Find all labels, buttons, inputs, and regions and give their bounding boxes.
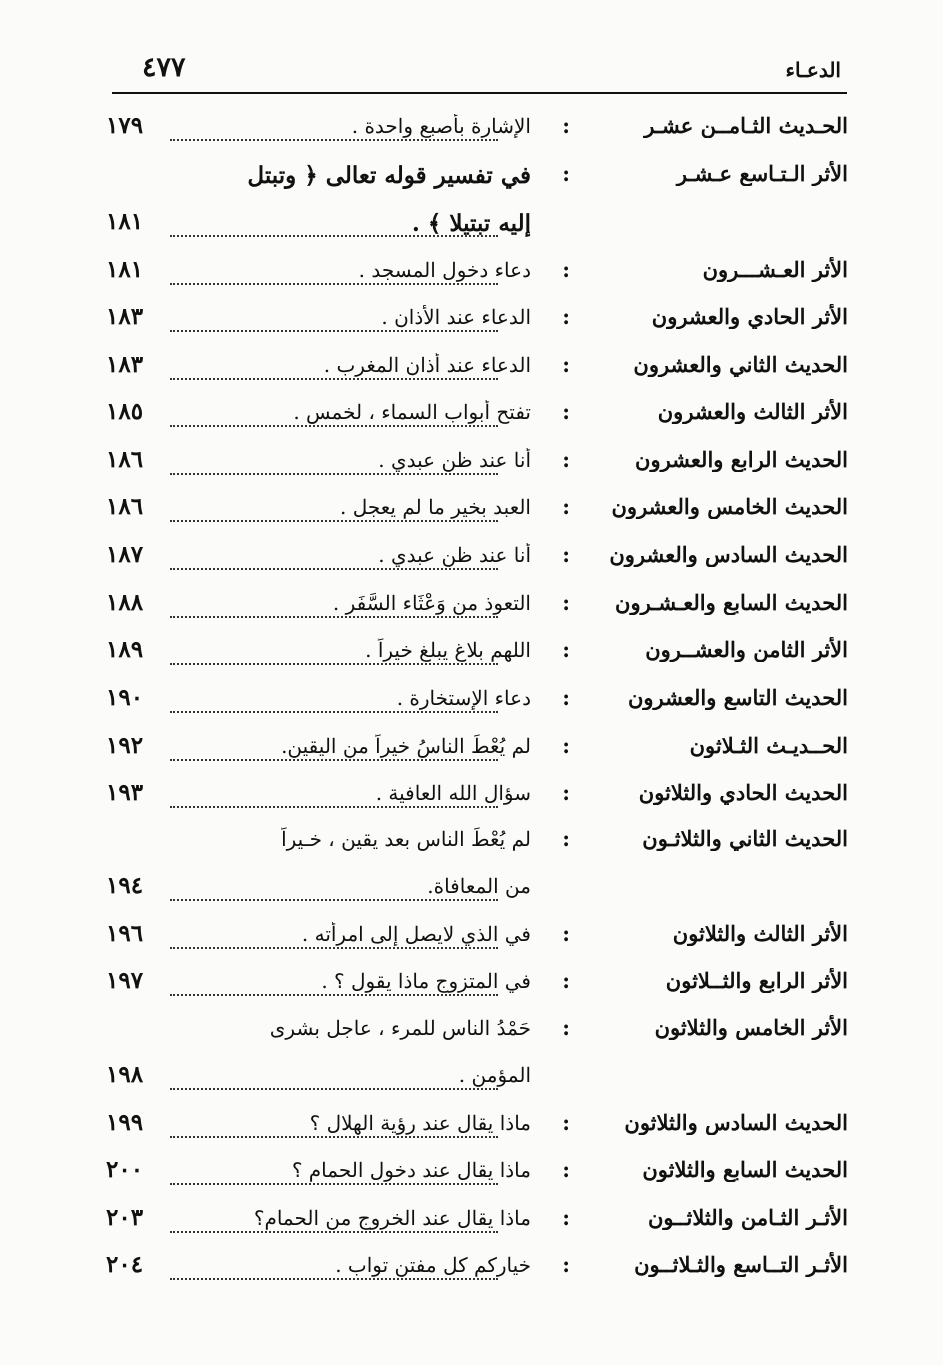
dot-leader: [170, 947, 498, 949]
entry-title: أنا عند ظن عبدي .: [378, 543, 531, 567]
entry-label: الحـديث الثـامــن عشـر: [644, 113, 848, 138]
entry-page-number: ١٩٢: [106, 732, 144, 759]
entry-page-number: ١٩٨: [106, 1061, 144, 1088]
dot-leader: [170, 473, 498, 475]
dot-leader: [170, 1278, 498, 1280]
label-separator: :: [562, 304, 570, 329]
dot-leader: [170, 1088, 498, 1090]
dot-leader: [170, 283, 498, 285]
entry-label: الحديث الثاني والعشرون: [633, 352, 848, 377]
toc-entry: [100, 490, 848, 536]
dot-leader: [170, 711, 498, 713]
label-separator: :: [562, 542, 570, 567]
toc-entry: [100, 205, 848, 251]
entry-title: دعاء الإستخارة .: [396, 686, 531, 710]
label-separator: :: [562, 590, 570, 615]
toc-entry: [100, 633, 848, 679]
label-separator: :: [562, 733, 570, 758]
label-separator: :: [562, 1252, 570, 1277]
label-separator: :: [562, 494, 570, 519]
entry-page-number: ٢٠٠: [106, 1156, 144, 1183]
toc-entry: [100, 300, 848, 346]
entry-title: سؤال الله العافية .: [375, 781, 531, 805]
entry-title: في تفسير قوله تعالى ﴿ وتبتل: [247, 162, 531, 189]
toc-entry: [100, 681, 848, 727]
toc-entry: [100, 586, 848, 632]
label-separator: :: [562, 1110, 570, 1135]
toc-entry: [100, 1058, 848, 1104]
dot-leader: [170, 425, 498, 427]
toc-entry: [100, 395, 848, 441]
toc-entry: [100, 776, 848, 822]
toc-entry: [100, 443, 848, 489]
label-separator: :: [562, 399, 570, 424]
label-separator: :: [562, 637, 570, 662]
entry-page-number: ١٨٣: [106, 303, 144, 330]
entry-page-number: ١٨٨: [106, 589, 144, 616]
label-separator: :: [562, 257, 570, 282]
entry-label: الحديث السابع والعـشـرون: [615, 590, 848, 615]
entry-title: أنا عند ظن عبدي .: [378, 448, 531, 472]
entry-page-number: ١٨١: [106, 256, 144, 283]
entry-label: الأثر الثالث والثلاثون: [672, 921, 848, 946]
entry-page-number: ١٨٦: [106, 446, 144, 473]
entry-label: الأثر الخامس والثلاثون: [654, 1015, 848, 1040]
label-separator: :: [562, 352, 570, 377]
label-separator: :: [562, 161, 570, 186]
entry-title: اللهم بلاغ يبلغ خيراً .: [365, 638, 531, 662]
entry-title: دعاء دخول المسجد .: [358, 258, 531, 282]
toc-entry: [100, 253, 848, 299]
dot-leader: [170, 759, 498, 761]
entry-label: الأثر الـتـاسع عـشـر: [676, 161, 848, 186]
entry-label: الأثر الثامن والعشــرون: [645, 637, 848, 662]
entry-title: التعوذ من وَعْثَاء السَّفَر .: [332, 591, 531, 615]
dot-leader: [170, 899, 498, 901]
entry-page-number: ١٨٣: [106, 351, 144, 378]
label-separator: :: [562, 826, 570, 851]
entry-page-number: ٢٠٤: [106, 1251, 144, 1278]
dot-leader: [170, 994, 498, 996]
entry-page-number: ١٧٩: [106, 112, 144, 139]
entry-label: الأثر الحادي والعشرون: [651, 304, 848, 329]
label-separator: :: [562, 780, 570, 805]
entry-page-number: ١٨٥: [106, 398, 144, 425]
dot-leader: [170, 330, 498, 332]
toc-entry: [100, 109, 848, 155]
toc-entry: [100, 964, 848, 1010]
toc-entry: [100, 348, 848, 394]
dot-leader: [170, 520, 498, 522]
dot-leader: [170, 616, 498, 618]
entry-title: الدعاء عند أذان المغرب .: [323, 353, 531, 377]
entry-label: الحديث السابع والثلاثون: [642, 1157, 848, 1182]
entry-title: خياركم كل مفتن تواب .: [335, 1253, 531, 1277]
chapter-title: الدعـاء: [785, 58, 841, 82]
entry-label: الأثر العـشـــرون: [702, 257, 848, 282]
entry-label: الأثر الثالث والعشرون: [657, 399, 848, 424]
toc-entry: [100, 822, 848, 868]
toc-entry: [100, 917, 848, 963]
entry-label: الحــديـث الثـلاثون: [689, 733, 848, 758]
label-separator: :: [562, 968, 570, 993]
entry-title: إليه تبتيلا ﴾ .: [411, 210, 531, 237]
dot-leader: [170, 568, 498, 570]
entry-label: الحديث الحادي والثلاثون: [638, 780, 848, 805]
label-separator: :: [562, 113, 570, 138]
label-separator: :: [562, 921, 570, 946]
entry-label: الحديث الخامس والعشرون: [611, 494, 848, 519]
entry-page-number: ١٨١: [106, 208, 144, 235]
toc-entry: [100, 1011, 848, 1057]
label-separator: :: [562, 1157, 570, 1182]
entry-page-number: ١٨٧: [106, 541, 144, 568]
entry-label: الأثـر التــاسع والثـلاثــون: [634, 1252, 848, 1277]
dot-leader: [170, 1136, 498, 1138]
page-number: ٤٧٧: [142, 52, 186, 83]
entry-label: الأثـر الثـامن والثلاثــون: [647, 1205, 848, 1230]
entry-title: في المتزوج ماذا يقول ؟ .: [321, 969, 531, 993]
toc-entry: [100, 1248, 848, 1294]
entry-page-number: ٢٠٣: [106, 1204, 144, 1231]
entry-label: الحديث الثاني والثلاثـون: [642, 826, 848, 851]
entry-page-number: ١٩٧: [106, 967, 144, 994]
dot-leader: [170, 139, 498, 141]
dot-leader: [170, 1183, 498, 1185]
entry-title: من المعافاة.: [427, 874, 531, 898]
entry-page-number: ١٩٠: [106, 684, 144, 711]
toc-entry: [100, 1201, 848, 1247]
dot-leader: [170, 806, 498, 808]
entry-title: المؤمن .: [458, 1063, 531, 1087]
toc-entry: [100, 869, 848, 915]
entry-title: ماذا يقال عند رؤية الهلال ؟: [309, 1111, 531, 1135]
entry-page-number: ١٩٣: [106, 779, 144, 806]
entry-title: لم يُعْطَ الناسُ خيراً من اليقين.: [281, 734, 531, 758]
label-separator: :: [562, 447, 570, 472]
toc-entry: [100, 1153, 848, 1199]
entry-title: لم يُعْطَ الناس بعد يقين ، خـيراً: [281, 827, 531, 851]
entry-page-number: ١٩٦: [106, 920, 144, 947]
entry-title: ماذا يقال عند الخروج من الحمام؟: [253, 1206, 531, 1230]
entry-page-number: ١٩٤: [106, 872, 144, 899]
toc-entry: [100, 538, 848, 584]
toc-entry: [100, 157, 848, 203]
dot-leader: [170, 378, 498, 380]
entry-label: الحديث التاسع والعشرون: [627, 685, 848, 710]
entry-page-number: ١٩٩: [106, 1109, 144, 1136]
entry-page-number: ١٨٦: [106, 493, 144, 520]
dot-leader: [170, 663, 498, 665]
entry-title: في الذي لايصل إلى امرأته .: [301, 922, 531, 946]
entry-label: الحديث السادس والعشرون: [609, 542, 848, 567]
entry-label: الحديث الرابع والعشرون: [635, 447, 848, 472]
dot-leader: [170, 235, 498, 237]
entry-title: تفتح أبواب السماء ، لخمس .: [293, 400, 531, 424]
entry-title: حَمْدُ الناس للمرء ، عاجل بشرى: [269, 1016, 531, 1040]
toc-entry: [100, 1106, 848, 1152]
label-separator: :: [562, 1205, 570, 1230]
entry-label: الأثر الرابع والثــلاثون: [665, 968, 848, 993]
entry-page-number: ١٨٩: [106, 636, 144, 663]
label-separator: :: [562, 685, 570, 710]
entry-title: العبد بخير ما لم يعجل .: [339, 495, 531, 519]
label-separator: :: [562, 1015, 570, 1040]
entry-title: ماذا يقال عند دخول الحمام ؟: [291, 1158, 531, 1182]
entry-title: الدعاء عند الأذان .: [381, 305, 531, 329]
entry-title: الإشارة بأصبع واحدة .: [351, 114, 531, 138]
dot-leader: [170, 1231, 498, 1233]
entry-label: الحديث السادس والثلاثون: [624, 1110, 848, 1135]
toc-entry: [100, 729, 848, 775]
